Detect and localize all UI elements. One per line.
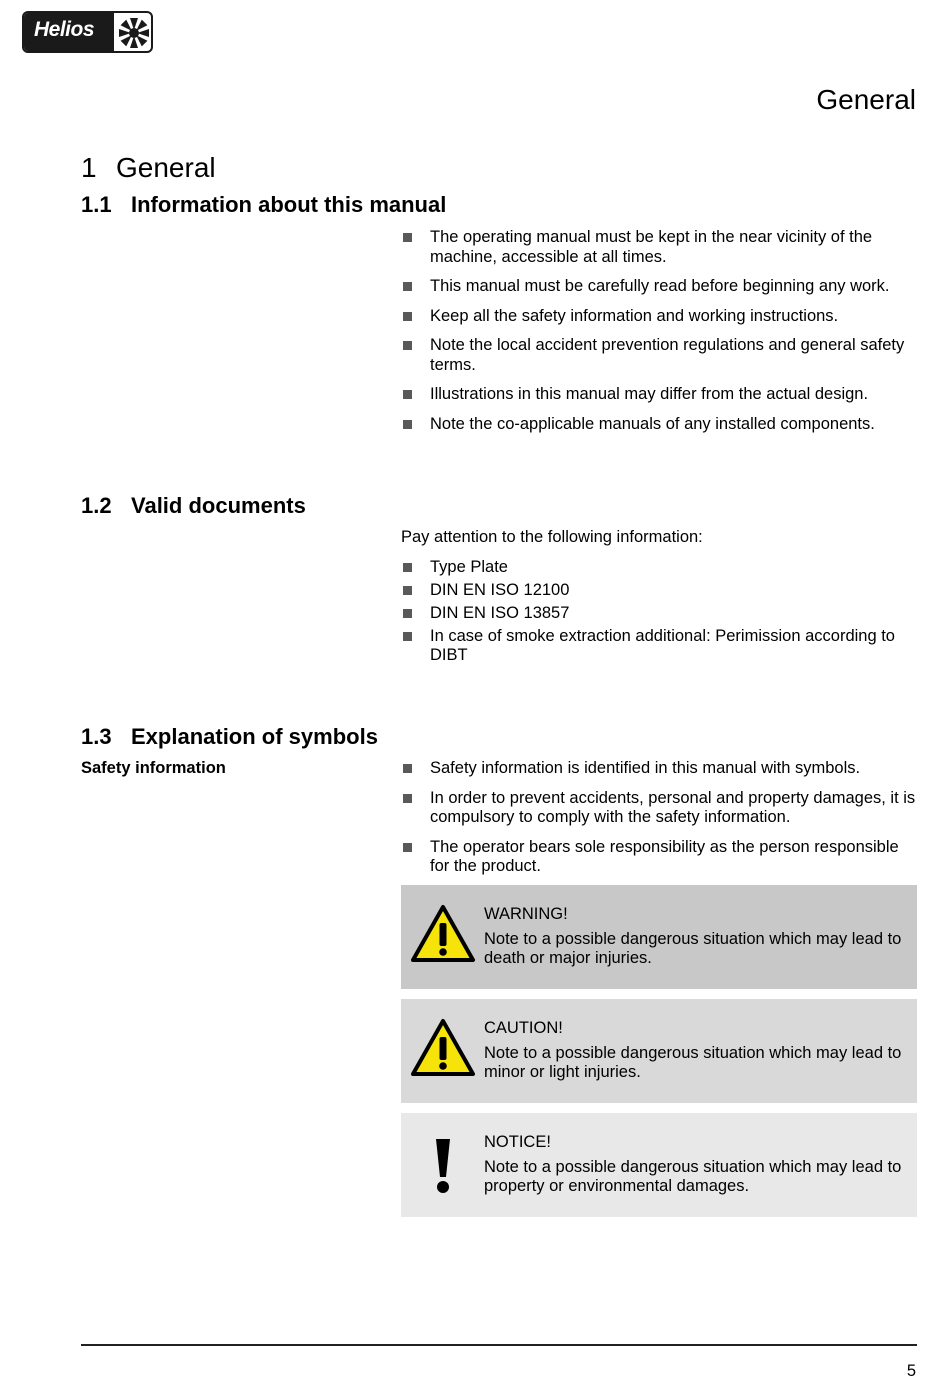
square-bullet-icon <box>403 764 412 773</box>
chapter-heading <box>81 152 216 184</box>
square-bullet-icon <box>403 420 412 429</box>
warning-box <box>401 885 917 989</box>
list-item: The operating manual must be kept in the near vicinity of the machine, accessible at all times. <box>401 228 917 267</box>
chapter-number: 1 <box>81 152 97 183</box>
section-number: 1.2 <box>81 493 112 518</box>
square-bullet-icon <box>403 390 412 399</box>
square-bullet-icon <box>403 233 412 242</box>
square-bullet-icon <box>403 586 412 595</box>
helios-logo <box>22 11 153 53</box>
square-bullet-icon <box>403 843 412 852</box>
section-title: Information about this manual <box>131 192 447 217</box>
list-item: In order to prevent accidents, personal and property damages, it is compulsory to comply with the safety information. <box>401 789 917 828</box>
section-heading-1-1 <box>81 192 446 218</box>
warning-title: WARNING! <box>484 905 568 923</box>
list-item: The operator bears sole responsibility as the person responsible for the product. <box>401 838 917 877</box>
square-bullet-icon <box>403 341 412 350</box>
section-title: Explanation of symbols <box>131 724 378 749</box>
safety-information-label: Safety information <box>81 759 226 777</box>
section-heading-1-2 <box>81 493 306 519</box>
section-1-1-content <box>401 228 917 444</box>
page-number: 5 <box>906 1362 916 1380</box>
footer-divider <box>81 1344 917 1346</box>
symbols-list <box>401 759 917 877</box>
chapter-title: General <box>116 152 216 183</box>
exclamation-icon <box>423 1137 463 1195</box>
caution-title: CAUTION! <box>484 1019 563 1037</box>
square-bullet-icon <box>403 563 412 572</box>
section-number: 1.1 <box>81 192 112 217</box>
fan-icon <box>116 15 152 51</box>
list-item: Illustrations in this manual may differ from the actual design. <box>401 385 917 405</box>
square-bullet-icon <box>403 282 412 291</box>
section-heading-1-3 <box>81 724 378 750</box>
square-bullet-icon <box>403 312 412 321</box>
caution-box <box>401 999 917 1103</box>
square-bullet-icon <box>403 794 412 803</box>
valid-docs-intro: Pay attention to the following information: <box>401 528 703 546</box>
list-item: Type Plate <box>401 558 917 578</box>
notice-text: Note to a possible dangerous situation which may lead to property or environmental damages. <box>484 1157 902 1195</box>
logo-text: Helios <box>34 18 95 41</box>
caution-text: Note to a possible dangerous situation which may lead to minor or light injuries. <box>484 1043 902 1081</box>
warning-text: Note to a possible dangerous situation which may lead to death or major injuries. <box>484 929 902 967</box>
warning-triangle-icon <box>410 904 476 964</box>
list-item: Note the co-applicable manuals of any installed components. <box>401 415 917 435</box>
list-item: Keep all the safety information and working instructions. <box>401 307 917 327</box>
section-1-3-content <box>401 759 917 887</box>
list-item: DIN EN ISO 13857 <box>401 604 917 624</box>
section-1-2-content <box>401 528 917 669</box>
section-title: Valid documents <box>131 493 306 518</box>
list-item: Note the local accident prevention regulations and general safety terms. <box>401 336 917 375</box>
square-bullet-icon <box>403 609 412 618</box>
list-item: This manual must be carefully read before beginning any work. <box>401 277 917 297</box>
notice-box <box>401 1113 917 1217</box>
page-header: General <box>816 84 916 115</box>
notice-title: NOTICE! <box>484 1133 551 1151</box>
list-item: Safety information is identified in this manual with symbols. <box>401 759 917 779</box>
valid-docs-list <box>401 558 917 666</box>
square-bullet-icon <box>403 632 412 641</box>
list-item: In case of smoke extraction additional: Perimission according to DIBT <box>401 627 917 666</box>
manual-info-list <box>401 228 917 434</box>
section-number: 1.3 <box>81 724 112 749</box>
warning-triangle-icon <box>410 1018 476 1078</box>
list-item: DIN EN ISO 12100 <box>401 581 917 601</box>
